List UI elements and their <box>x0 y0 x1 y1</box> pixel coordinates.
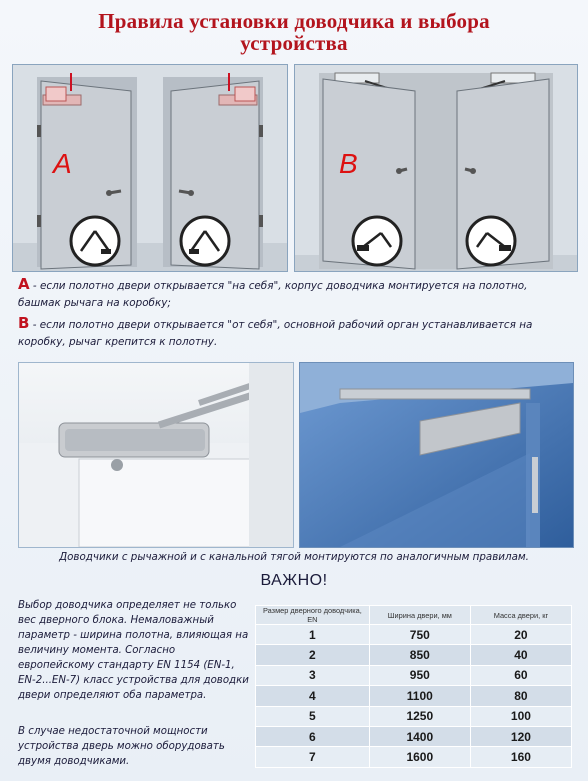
opening-direction-icon <box>181 217 229 265</box>
important-heading: ВАЖНО! <box>260 572 328 589</box>
table-row <box>256 747 572 767</box>
table-cell: 1600 <box>369 747 470 767</box>
table-cell: 2 <box>256 645 370 665</box>
table-cell: 4 <box>256 686 370 706</box>
diagram-a-panel <box>12 64 288 272</box>
diagram-b-illustration <box>295 65 577 271</box>
table-cell: 20 <box>470 625 571 645</box>
table-header-row <box>256 606 572 625</box>
opening-direction-icon <box>467 217 515 265</box>
description-b <box>18 315 570 351</box>
table-cell: 6 <box>256 726 370 746</box>
description-b-text: - если полотно двери открывается "от себя", основной рабочий орган устанавливается на коробку, рычаг крепится к полотну. <box>18 319 533 348</box>
table-row <box>256 726 572 746</box>
lever-closer-photo <box>18 362 294 548</box>
diagram-a-illustration <box>13 65 287 271</box>
table-cell: 7 <box>256 747 370 767</box>
table-row <box>256 625 572 645</box>
description-a-key: А <box>18 275 30 293</box>
column-header-width: Ширина двери, мм <box>369 606 470 625</box>
lever-closer-image <box>19 363 293 547</box>
column-header-size: Размер дверного доводчика, EN <box>256 606 370 625</box>
table-cell: 1400 <box>369 726 470 746</box>
table-cell: 60 <box>470 665 571 685</box>
table-cell: 1100 <box>369 686 470 706</box>
table-row <box>256 686 572 706</box>
photos-caption: Доводчики с рычажной и с канальной тягой монтируются по аналогичным правилам. <box>59 551 529 563</box>
table-cell: 160 <box>470 747 571 767</box>
table-row <box>256 645 572 665</box>
table-cell: 120 <box>470 726 571 746</box>
table-cell: 950 <box>369 665 470 685</box>
note-paragraph-2: В случае недостаточной мощности устройства дверь можно оборудовать двумя доводчиками. <box>18 726 225 767</box>
opening-direction-icon <box>353 217 401 265</box>
slide-channel-closer-photo <box>299 362 574 548</box>
diagram-b-panel <box>294 64 578 272</box>
table-cell: 5 <box>256 706 370 726</box>
note-paragraph-1: Выбор доводчика определяет не только вес дверного блока. Немаловажный параметр - ширина полотна, влияющая на величину момента. Согласно европейскому стандарту EN 1154 (EN-1, EN-2...EN-7) класс устройства для доводки двери определяют оба параметра. <box>18 600 249 701</box>
title-line-2: устройства <box>240 31 348 55</box>
table-cell: 40 <box>470 645 571 665</box>
door-closer-table <box>255 605 572 768</box>
title-line-1: Правила установки доводчика и выбора <box>98 9 490 33</box>
table-cell: 850 <box>369 645 470 665</box>
table-cell: 1 <box>256 625 370 645</box>
description-b-key: В <box>18 314 30 332</box>
table-cell: 3 <box>256 665 370 685</box>
table-row <box>256 665 572 685</box>
description-a <box>18 276 570 312</box>
table-cell: 1250 <box>369 706 470 726</box>
table-cell: 80 <box>470 686 571 706</box>
description-a-text: - если полотно двери открывается "на себя", корпус доводчика монтируется на полотно, башмак рычага на коробку; <box>18 280 528 309</box>
column-header-mass: Масса двери, кг <box>470 606 571 625</box>
page-title <box>0 10 588 54</box>
table-cell: 100 <box>470 706 571 726</box>
diagram-a-letter: A <box>53 148 72 179</box>
table-row <box>256 706 572 726</box>
diagram-b-letter: B <box>339 148 358 179</box>
slide-channel-closer-image <box>300 363 573 547</box>
opening-direction-icon <box>71 217 119 265</box>
table-cell: 750 <box>369 625 470 645</box>
